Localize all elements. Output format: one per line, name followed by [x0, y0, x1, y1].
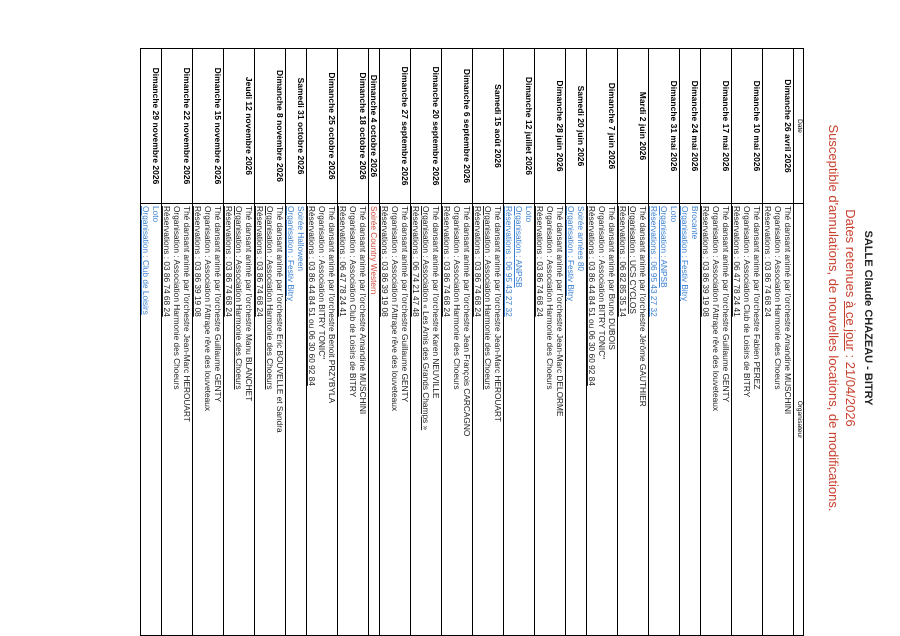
- events-table: [140, 48, 804, 636]
- dates-notice-underlined: à ce jour: [843, 301, 858, 351]
- event-detail-line: Réservations : 03 86 74 68 24: [255, 206, 265, 317]
- event-date: Dimanche 18 octobre 2026: [338, 49, 369, 204]
- event-date: Mardi 2 juin 2026: [618, 49, 649, 204]
- event-detail-line: Thé dansant animé par Bruno DUBOIS: [607, 206, 617, 350]
- event-detail-line: Soirée Halloween: [296, 206, 306, 272]
- event-detail-line: Thé dansant animé par l'orchestre Amandine MUSCHINI: [358, 206, 368, 415]
- event-detail-line: Loto: [669, 206, 679, 223]
- event-date: Dimanche 15 novembre 2026: [193, 49, 224, 204]
- event-detail-line: Organisation : Association Harmonie des Choeurs: [773, 206, 783, 390]
- table-row: [566, 49, 587, 636]
- event-detail-line: Réservations : 03 86 74 68 24: [535, 206, 545, 317]
- event-detail-line: Brocante: [690, 206, 700, 240]
- event-detail-line: Thé dansant animé par l'orchestre Guillaume GENTY: [213, 206, 223, 403]
- event-organizer: [442, 204, 473, 636]
- event-organizer: [380, 204, 411, 636]
- table-row: [286, 49, 307, 636]
- event-organizer: [504, 204, 535, 636]
- event-detail-line: Organisation : Association Club de Loisirs de BITRY: [742, 206, 752, 398]
- event-detail-line: Soirée Country Western: [369, 206, 379, 295]
- event-detail-line: Réservations : 06 82 85 35 14: [618, 206, 628, 317]
- table-row: [193, 49, 224, 636]
- event-detail-line: Thé dansant animé par l'orchestre Jean-Marc DELORME: [555, 206, 565, 417]
- date-column-header: Date: [794, 49, 804, 204]
- table-row: [649, 49, 680, 636]
- document-title: SALLE Claude CHAZEAU - BITRY: [862, 230, 874, 406]
- table-row: [411, 49, 442, 636]
- event-organizer: [338, 204, 369, 636]
- event-organizer: [763, 204, 794, 636]
- event-date: Dimanche 4 octobre 2026: [369, 49, 380, 204]
- event-date: Dimanche 7 juin 2026: [587, 49, 618, 204]
- event-detail-line: Thé dansant animé par l'orchestre Guillaume GENTY: [400, 206, 410, 403]
- table-row: [701, 49, 732, 636]
- table-row: [732, 49, 763, 636]
- table-row: [535, 49, 566, 636]
- event-detail-line: Thé dansant animé par l'orchestre Fabien PEREZ: [752, 206, 762, 390]
- table-header-row: [794, 49, 804, 636]
- table-row: [338, 49, 369, 636]
- event-detail-line: Thé dansant animé par l'orchestre Jérôme GAUTHIER: [638, 206, 648, 407]
- event-date: Dimanche 8 novembre 2026: [255, 49, 286, 204]
- table-row: [162, 49, 193, 636]
- event-detail-line: Organisation : Association Harmonie des Choeurs: [234, 206, 244, 390]
- event-detail-line: Organisation : Association Harmonie des Choeurs: [265, 206, 275, 390]
- event-organizer: [473, 204, 504, 636]
- event-detail-line: Réservations : 03 86 74 68 24: [763, 206, 773, 317]
- event-detail-line: Organisation : Association Club de Loisirs de BITRY: [348, 206, 358, 398]
- event-detail-line: Organisation : ANPSB: [514, 206, 524, 288]
- event-detail-line: Organisation : Association l'Attrape rêve des louveteaux: [203, 206, 213, 411]
- table-row: [224, 49, 255, 636]
- table-row: [442, 49, 473, 636]
- events-table-body: [141, 49, 794, 636]
- table-row: [504, 49, 535, 636]
- event-detail-line: Organisation : Association BITRY TONIC": [597, 206, 607, 360]
- table-row: [380, 49, 411, 636]
- event-detail-line: Organisation : Association Harmonie des Choeurs: [545, 206, 555, 390]
- event-detail-line: Réservations : 06 74 21 47 48: [411, 206, 421, 317]
- table-row: [369, 49, 380, 636]
- event-detail-line: Thé dansant animé par l'orchestre Benoit PRZYBYLA: [327, 206, 337, 404]
- event-detail-line: Organisation : Association « Les Amis des Grands Champs »: [421, 206, 431, 431]
- event-detail-line: Organisation : Festiv Bitry: [286, 206, 296, 301]
- event-date: Samedi 20 juin 2026: [566, 49, 587, 204]
- table-row: [680, 49, 701, 636]
- event-detail-line: Thé dansant animé par l'orchestre Jean-Marc HEROUART: [182, 206, 192, 422]
- table-row: [141, 49, 162, 636]
- event-date: Samedi 31 octobre 2026: [286, 49, 307, 204]
- event-detail-line: Thé dansant animé par l'orchestre Karen NEUVILLE: [431, 206, 441, 399]
- event-detail-line: Réservations : 06 47 78 24 41: [732, 206, 742, 317]
- event-detail-line: Réservations : 03 86 74 68 24: [224, 206, 234, 317]
- event-date: Dimanche 17 mai 2026: [701, 49, 732, 204]
- event-detail-line: Organisation : ANPSB: [659, 206, 669, 288]
- event-detail-line: Thé dansant animé par l'orchestre Eric BOUVELLE et Sandra: [275, 206, 285, 433]
- event-detail-line: Organisation : Festiv Bitry: [566, 206, 576, 301]
- event-date: Samedi 15 août 2026: [473, 49, 504, 204]
- organizer-column-header: Organisateur: [794, 204, 804, 636]
- event-detail-line: Organisation : Association BITRY TONIC": [317, 206, 327, 360]
- event-date: Dimanche 10 mai 2026: [732, 49, 763, 204]
- event-organizer: [566, 204, 587, 636]
- event-organizer: [141, 204, 162, 636]
- event-detail-line: Réservations : 03 86 44 84 51 ou 06 30 60 92 84: [307, 206, 317, 386]
- event-detail-line: Thé dansant animé par l'orchestre Guillaume GENTY: [721, 206, 731, 403]
- event-detail-line: Thé dansant animé par l'orchestre Jean François CARCAGNO: [462, 206, 472, 437]
- event-date: Dimanche 12 juillet 2026: [504, 49, 535, 204]
- event-date: Dimanche 28 juin 2026: [535, 49, 566, 204]
- event-detail-line: Réservations : 06 95 43 27 32: [649, 206, 659, 317]
- event-detail-line: Réservations : 03 86 74 68 24: [473, 206, 483, 317]
- table-row: [587, 49, 618, 636]
- event-date: Dimanche 24 mai 2026: [680, 49, 701, 204]
- event-organizer: [286, 204, 307, 636]
- table-row: [473, 49, 504, 636]
- event-detail-line: Thé dansant animé par l'orchestre Amandine MUSCHINI: [783, 206, 793, 415]
- event-detail-line: Organisation : Association l'Attrape rêve des louveteaux: [711, 206, 721, 411]
- event-organizer: [411, 204, 442, 636]
- event-detail-line: Réservations : 03 86 39 19 08: [193, 206, 203, 317]
- event-detail-line: Loto: [151, 206, 161, 223]
- event-detail-line: Loto: [524, 206, 534, 223]
- event-detail-line: Organisation : Association Harmonie des Choeurs: [452, 206, 462, 390]
- event-organizer: [587, 204, 618, 636]
- event-organizer: [535, 204, 566, 636]
- event-detail-line: Organisation : Association Harmonie des Choeurs: [483, 206, 493, 390]
- event-detail-line: Organisation : Festiv Bitry: [680, 206, 690, 301]
- event-detail-line: Organisation : Association Harmonie des Choeurs: [172, 206, 182, 390]
- event-organizer: [649, 204, 680, 636]
- event-organizer: [255, 204, 286, 636]
- dates-notice-suffix: : 21/04/2026: [843, 350, 858, 427]
- event-detail-line: Réservations : 03 86 74 68 24: [442, 206, 452, 317]
- event-detail-line: Organisation : Club de Loisirs: [141, 206, 151, 315]
- event-organizer: [307, 204, 338, 636]
- event-detail-line: Thé dansant animé par l'orchestre Jean-Marc HEROUART: [493, 206, 503, 422]
- event-organizer: [193, 204, 224, 636]
- event-detail-line: Réservations : 03 86 39 19 08: [701, 206, 711, 317]
- table-row: [255, 49, 286, 636]
- event-detail-line: Soirée années 80: [576, 206, 586, 272]
- dates-notice: [843, 0, 858, 636]
- event-detail-line: Réservations : 06 47 78 24 41: [338, 206, 348, 317]
- event-organizer: [732, 204, 763, 636]
- event-detail-line: Réservations : 06 95 43 27 32: [504, 206, 514, 317]
- event-date: Dimanche 31 mai 2026: [649, 49, 680, 204]
- dates-notice-prefix: Dates retenues: [843, 209, 858, 301]
- event-date: Dimanche 25 octobre 2026: [307, 49, 338, 204]
- table-row: [307, 49, 338, 636]
- event-date: Dimanche 29 novembre 2026: [141, 49, 162, 204]
- event-date: Jeudi 12 novembre 2026: [224, 49, 255, 204]
- table-row: [618, 49, 649, 636]
- event-organizer: [162, 204, 193, 636]
- event-organizer: [369, 204, 380, 636]
- event-detail-line: Réservations : 03 86 39 19 08: [380, 206, 390, 317]
- changes-disclaimer: Susceptible d'annulations, de nouvelles locations, de modifications.: [826, 124, 841, 512]
- event-date: Dimanche 27 septembre 2026: [380, 49, 411, 204]
- event-detail-line: Réservations : 03 86 44 84 51 ou 06 30 60 92 84: [587, 206, 597, 386]
- event-detail-line: Thé dansant animé par l'orchestre Manu BLANCHET: [244, 206, 254, 402]
- event-date: Dimanche 6 septembre 2026: [442, 49, 473, 204]
- event-date: Dimanche 20 septembre 2026: [411, 49, 442, 204]
- event-detail-line: Organisation : UCS CYCLOS: [628, 206, 638, 314]
- event-organizer: [224, 204, 255, 636]
- table-row: [763, 49, 794, 636]
- event-organizer: [680, 204, 701, 636]
- event-organizer: [701, 204, 732, 636]
- event-detail-line: Réservations : 03 86 74 68 24: [162, 206, 172, 317]
- event-date: Dimanche 22 novembre 2026: [162, 49, 193, 204]
- event-organizer: [618, 204, 649, 636]
- event-detail-line: Organisation : Association l'Attrape rêve des louveteaux: [390, 206, 400, 411]
- event-date: Dimanche 26 avril 2026: [763, 49, 794, 204]
